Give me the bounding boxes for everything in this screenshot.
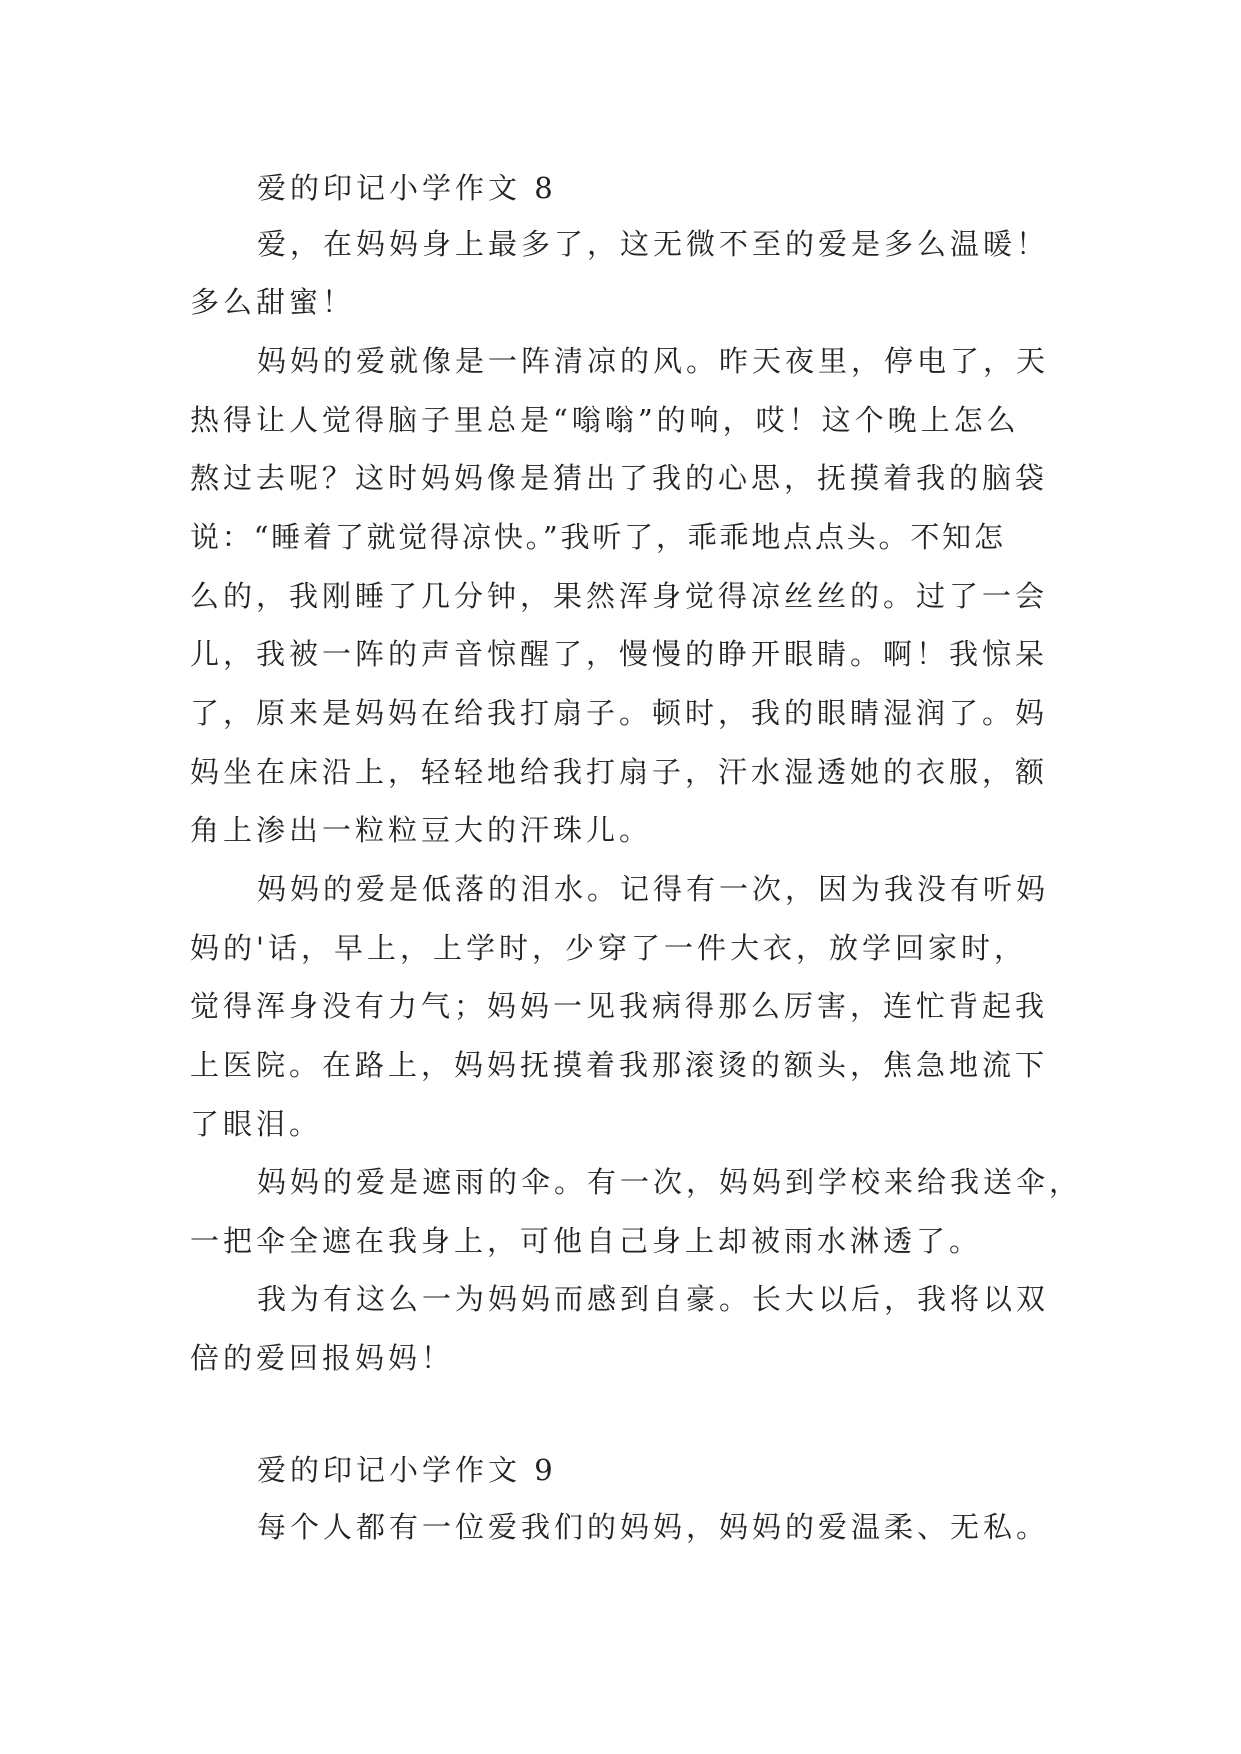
paragraph-line: 我为有这么一为妈妈而感到自豪。长大以后，我将以双 (257, 1282, 1050, 1316)
paragraph-line: 说：“睡着了就觉得凉快。”我听了，乖乖地点点头。不知怎 (190, 520, 1006, 554)
paragraph-line: 了，原来是妈妈在给我打扇子。顿时，我的眼睛湿润了。妈 (190, 696, 1049, 730)
paragraph-line: 了眼泪。 (190, 1107, 323, 1141)
paragraph-line: 每个人都有一位爱我们的妈妈，妈妈的爱温柔、无私。 (257, 1510, 1050, 1544)
paragraph-line: 上医院。在路上，妈妈抚摸着我那滚烫的额头，焦急地流下 (190, 1048, 1049, 1082)
paragraph-line: 爱，在妈妈身上最多了，这无微不至的爱是多么温暖！ (257, 227, 1050, 261)
paragraph-line: 热得让人觉得脑子里总是“嗡嗡”的响，哎！这个晚上怎么 (190, 403, 1020, 437)
paragraph-line: 倍的爱回报妈妈！ (190, 1341, 455, 1375)
paragraph-line: 妈妈的爱就像是一阵清凉的风。昨天夜里，停电了，天 (257, 344, 1050, 378)
paragraph-line: 妈坐在床沿上，轻轻地给我打扇子，汗水湿透她的衣服，额 (190, 755, 1049, 789)
paragraph-line: 妈妈的爱是遮雨的伞。有一次，妈妈到学校来给我送伞， (257, 1165, 1083, 1199)
paragraph-line: 角上渗出一粒粒豆大的汗珠儿。 (190, 813, 653, 847)
paragraph-line: 一把伞全遮在我身上，可他自己身上却被雨水淋透了。 (190, 1224, 983, 1258)
essay-title: 爱的印记小学作文 8 (257, 171, 557, 205)
paragraph-line: 多么甜蜜！ (190, 285, 356, 319)
paragraph-line: 妈妈的爱是低落的泪水。记得有一次，因为我没有听妈 (257, 872, 1050, 906)
paragraph-line: 儿，我被一阵的声音惊醒了，慢慢的睁开眼睛。啊！我惊呆 (190, 637, 1049, 671)
essay-title: 爱的印记小学作文 9 (257, 1453, 557, 1487)
paragraph-line: 妈的'话，早上，上学时，少穿了一件大衣，放学回家时， (190, 931, 1027, 965)
paragraph-line: 觉得浑身没有力气；妈妈一见我病得那么厉害，连忙背起我 (190, 989, 1049, 1023)
paragraph-line: 么的，我刚睡了几分钟，果然浑身觉得凉丝丝的。过了一会 (190, 579, 1049, 613)
paragraph-line: 熬过去呢？这时妈妈像是猜出了我的心思，抚摸着我的脑袋 (190, 461, 1049, 495)
